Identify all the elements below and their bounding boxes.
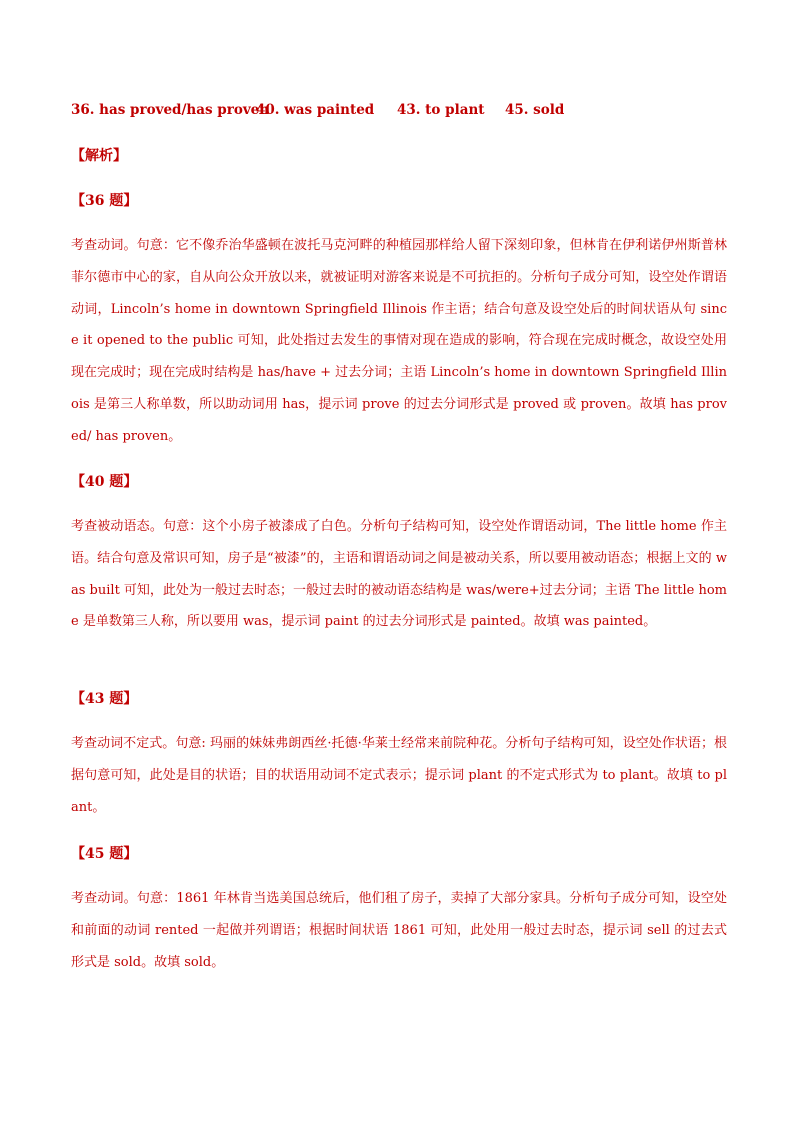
- analysis-heading: 【解析】: [71, 148, 127, 164]
- section-heading-40: 【40 题】: [71, 474, 138, 490]
- section-text-45: 考查动词。句意：1861 年林肯当选美国总统后，他们租了房子，卖掉了大部分家具。分析句子成分可知，设空处和前面的动词 rented 一起做并列谓语；根据时间状语 1861 可知，此处用一般过去时态，提示词 sell 的过去式形式是 sold。故填 sold。: [71, 891, 727, 970]
- section-heading-45: 【45 题】: [71, 846, 138, 862]
- section-text-40: 考查被动语态。句意：这个小房子被漆成了白色。分析句子结构可知，设空处作谓语动词，The little home 作主语。结合句意及常识可知，房子是“被漆”的，主语和谓语动词之间是被动关系，所以要用被动语态；根据上文的 was built 可知，此处为一般过去时态；一般过去时的被动语态结构是 was/were+过去分词；主语 The little home 是单数第三人称，所以要用 was，提示词 paint 的过去分词形式是 painted。故填 was painted。: [71, 519, 727, 630]
- section-text-36: 考查动词。句意：它不像乔治华盛顿在波托马克河畔的种植园那样给人留下深刻印象，但林肯在伊利诺伊州斯普林菲尔德市中心的家，自从向公众开放以来，就被证明对游客来说是不可抗拒的。分析句子成分可知，设空处作谓语动词，Lincoln’s home in downtown Springfield Illinois 作主语；结合句意及设空处后的时间状语从句 since it opened to the public 可知，此处指过去发生的事情对现在造成的影响，符合现在完成时概念，故设空处用现在完成时；现在完成时结构是 has/have + 过去分词；主语 Lincoln’s home in downtown Springfield Illinois 是第三人称单数，所以助动词用 has，提示词 prove 的过去分词形式是 proved 或 proven。故填 has proved/ has proven。: [71, 238, 727, 444]
- section-heading-43: 【43 题】: [71, 691, 138, 707]
- section-heading-36: 【36 题】: [71, 193, 138, 209]
- answer-43: 43. to plant: [397, 102, 485, 118]
- answer-36: 36. has proved/has proven: [71, 102, 270, 118]
- section-text-43: 考查动词不定式。句意: 玛丽的妹妹弗朗西丝·托德·华莱士经常来前院种花。分析句子结构可知，设空处作状语；根据句意可知，此处是目的状语；目的状语用动词不定式表示；提示词 plant 的不定式形式为 to plant。故填 to plant。: [71, 736, 727, 815]
- answer-45: 45. sold: [505, 102, 565, 118]
- answer-40: 40. was painted: [256, 102, 375, 118]
